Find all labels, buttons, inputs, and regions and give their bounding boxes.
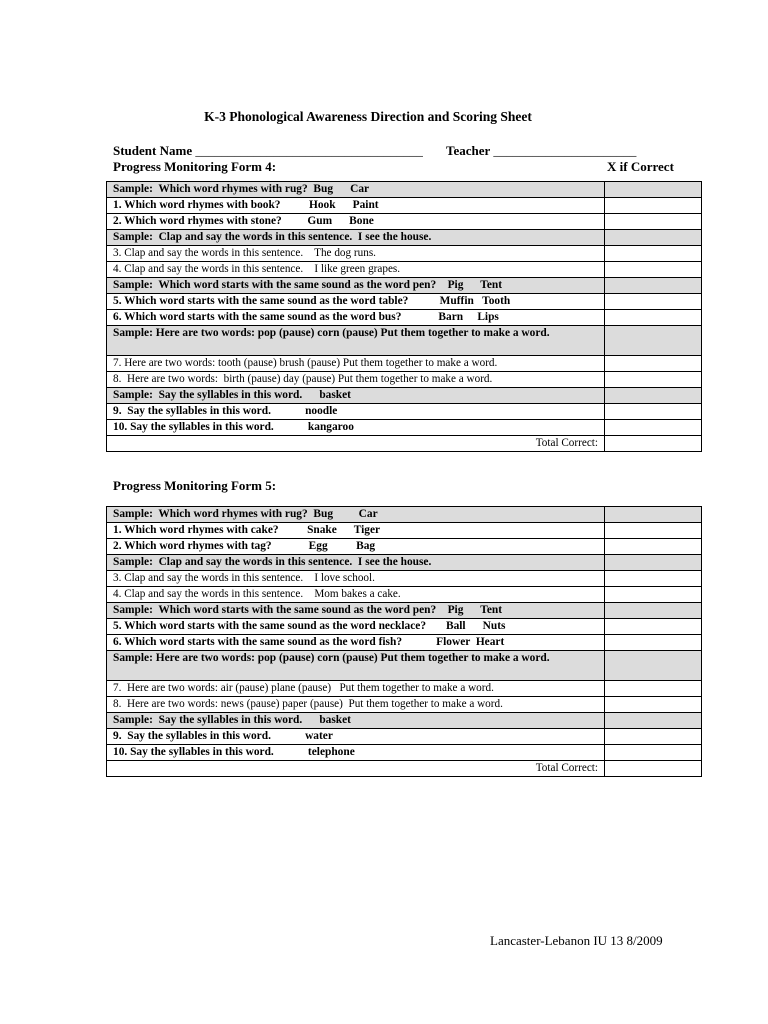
score-cell[interactable] xyxy=(605,603,702,619)
score-cell[interactable] xyxy=(605,198,702,214)
score-cell[interactable] xyxy=(605,619,702,635)
score-cell[interactable] xyxy=(605,635,702,651)
table-row xyxy=(107,214,702,230)
table-row xyxy=(107,539,702,555)
table-row xyxy=(107,356,702,372)
question-cell: 1. Which word rhymes with book? Hook Paint xyxy=(107,198,605,214)
score-cell[interactable] xyxy=(605,246,702,262)
table-row xyxy=(107,713,702,729)
table-row xyxy=(107,326,702,356)
table-row xyxy=(107,523,702,539)
question-cell: 4. Clap and say the words in this sentence. I like green grapes. xyxy=(107,262,605,278)
score-cell[interactable] xyxy=(605,507,702,523)
question-cell: Sample: Here are two words: pop (pause) corn (pause) Put them together to make a word. xyxy=(107,326,605,356)
form5-table xyxy=(106,506,702,777)
question-cell: 10. Say the syllables in this word. telephone xyxy=(107,745,605,761)
score-cell[interactable] xyxy=(605,571,702,587)
total-row xyxy=(107,761,702,777)
question-cell: 7. Here are two words: tooth (pause) brush (pause) Put them together to make a word. xyxy=(107,356,605,372)
score-cell[interactable] xyxy=(605,420,702,436)
form4-heading: Progress Monitoring Form 4: xyxy=(113,159,277,174)
question-cell: Sample: Here are two words: pop (pause) corn (pause) Put them together to make a word. xyxy=(107,651,605,681)
question-cell: 3. Clap and say the words in this sentence. The dog runs. xyxy=(107,246,605,262)
question-cell: Sample: Which word rhymes with rug? Bug Car xyxy=(107,507,605,523)
score-cell[interactable] xyxy=(605,697,702,713)
total-correct-label: Total Correct: xyxy=(107,761,605,777)
footer-credit: Lancaster-Lebanon IU 13 8/2009 xyxy=(490,933,663,948)
table-row xyxy=(107,651,702,681)
question-cell: Sample: Clap and say the words in this sentence. I see the house. xyxy=(107,555,605,571)
table-row xyxy=(107,697,702,713)
question-cell: 10. Say the syllables in this word. kangaroo xyxy=(107,420,605,436)
table-row xyxy=(107,745,702,761)
teacher-label: Teacher xyxy=(446,143,491,158)
table-row xyxy=(107,404,702,420)
total-correct-label: Total Correct: xyxy=(107,436,605,452)
total-score-cell[interactable] xyxy=(605,761,702,777)
question-cell: 3. Clap and say the words in this sentence. I love school. xyxy=(107,571,605,587)
question-cell: 7. Here are two words: air (pause) plane (pause) Put them together to make a word. xyxy=(107,681,605,697)
table-row xyxy=(107,571,702,587)
score-cell[interactable] xyxy=(605,388,702,404)
question-cell: Sample: Say the syllables in this word. basket xyxy=(107,388,605,404)
question-cell: Sample: Which word starts with the same sound as the word pen? Pig Tent xyxy=(107,278,605,294)
question-cell: 8. Here are two words: news (pause) paper (pause) Put them together to make a word. xyxy=(107,697,605,713)
form5-heading: Progress Monitoring Form 5: xyxy=(113,478,277,493)
question-cell: 1. Which word rhymes with cake? Snake Tiger xyxy=(107,523,605,539)
score-cell[interactable] xyxy=(605,182,702,198)
question-cell: 2. Which word rhymes with tag? Egg Bag xyxy=(107,539,605,555)
score-cell[interactable] xyxy=(605,404,702,420)
question-cell: 8. Here are two words: birth (pause) day (pause) Put them together to make a word. xyxy=(107,372,605,388)
question-cell: Sample: Say the syllables in this word. basket xyxy=(107,713,605,729)
table-row xyxy=(107,198,702,214)
score-cell[interactable] xyxy=(605,372,702,388)
table-row xyxy=(107,729,702,745)
table-row xyxy=(107,587,702,603)
score-cell[interactable] xyxy=(605,729,702,745)
table-row xyxy=(107,635,702,651)
x-if-correct-label: X if Correct xyxy=(607,159,674,174)
teacher-row xyxy=(446,143,636,159)
table-row xyxy=(107,681,702,697)
question-cell: 6. Which word starts with the same sound as the word bus? Barn Lips xyxy=(107,310,605,326)
score-cell[interactable] xyxy=(605,326,702,356)
table-row xyxy=(107,507,702,523)
table-row xyxy=(107,388,702,404)
score-cell[interactable] xyxy=(605,230,702,246)
score-cell[interactable] xyxy=(605,539,702,555)
question-cell: Sample: Which word rhymes with rug? Bug Car xyxy=(107,182,605,198)
score-cell[interactable] xyxy=(605,745,702,761)
table-row xyxy=(107,182,702,198)
score-cell[interactable] xyxy=(605,262,702,278)
score-cell[interactable] xyxy=(605,214,702,230)
question-cell: 9. Say the syllables in this word. noodle xyxy=(107,404,605,420)
score-cell[interactable] xyxy=(605,310,702,326)
question-cell: 5. Which word starts with the same sound as the word table? Muffin Tooth xyxy=(107,294,605,310)
score-cell[interactable] xyxy=(605,713,702,729)
score-cell[interactable] xyxy=(605,681,702,697)
total-row xyxy=(107,436,702,452)
table-row xyxy=(107,555,702,571)
question-cell: 9. Say the syllables in this word. water xyxy=(107,729,605,745)
table-row xyxy=(107,278,702,294)
question-cell: 4. Clap and say the words in this sentence. Mom bakes a cake. xyxy=(107,587,605,603)
table-row xyxy=(107,310,702,326)
teacher-line[interactable]: ______________________ xyxy=(493,143,637,158)
score-cell[interactable] xyxy=(605,278,702,294)
table-row xyxy=(107,246,702,262)
question-cell: 6. Which word starts with the same sound as the word fish? Flower Heart xyxy=(107,635,605,651)
score-cell[interactable] xyxy=(605,555,702,571)
table-row xyxy=(107,619,702,635)
question-cell: Sample: Which word starts with the same sound as the word pen? Pig Tent xyxy=(107,603,605,619)
question-cell: 5. Which word starts with the same sound as the word necklace? Ball Nuts xyxy=(107,619,605,635)
page-title: K-3 Phonological Awareness Direction and Scoring Sheet xyxy=(204,109,532,124)
score-cell[interactable] xyxy=(605,356,702,372)
score-cell[interactable] xyxy=(605,523,702,539)
table-row xyxy=(107,420,702,436)
student-name-label: Student Name xyxy=(113,143,193,158)
table-row xyxy=(107,294,702,310)
table-row xyxy=(107,262,702,278)
score-cell[interactable] xyxy=(605,587,702,603)
table-row xyxy=(107,372,702,388)
question-cell: Sample: Clap and say the words in this sentence. I see the house. xyxy=(107,230,605,246)
total-score-cell[interactable] xyxy=(605,436,702,452)
student-name-row xyxy=(113,143,423,159)
score-cell[interactable] xyxy=(605,294,702,310)
question-cell: 2. Which word rhymes with stone? Gum Bone xyxy=(107,214,605,230)
score-cell[interactable] xyxy=(605,651,702,681)
table-row xyxy=(107,603,702,619)
student-name-line[interactable]: ___________________________________ xyxy=(195,143,423,158)
form4-table xyxy=(106,181,702,452)
table-row xyxy=(107,230,702,246)
